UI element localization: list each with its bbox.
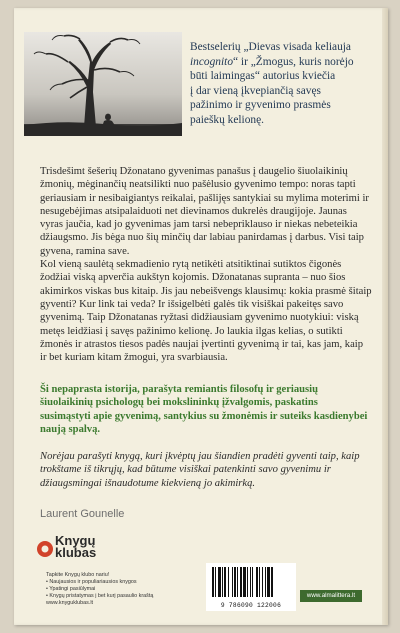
- barcode-bar: [222, 567, 223, 597]
- logo-line: Knygų: [55, 533, 96, 548]
- barcode-bar: [267, 567, 270, 597]
- person-silhouette: [105, 114, 111, 121]
- club-item: • Knygų pristatymas į bet kurį pasaulio kraštą: [46, 593, 176, 600]
- intro-line: paieškų kelionę.: [190, 113, 265, 126]
- cover-edge: [382, 8, 388, 625]
- barcode-bar: [259, 567, 260, 597]
- barcode-bar: [240, 567, 242, 597]
- barcode-bar: [247, 567, 248, 597]
- logo-line: klubas: [55, 545, 97, 560]
- description-paragraph: Trisdešimt šešerių Džonatano gyvenimas panašus į daugelio šiuolaikinių žmonių, mėginančių neatsilikti nuo pašėlusio gyvenimo tempo: noras tapti geriausiam ir nesibaigiantys reikalai, pašlijęs santykiai su mylima moterimi ir nesugebėjimas atsipalaiduoti net dievinamos dukrelės draugijoje. Jaunas vyras jaučia, kad jo gyvenimas jam tarsi nebepriklauso ir niekas nebeteikia džiaugsmo. Jis bėga nuo šių minčių dar labiau panirdamas į darbus. Visi taip gyvena, ramina save.: [40, 166, 369, 257]
- barcode-bar: [224, 567, 226, 597]
- description: [40, 165, 372, 364]
- barcode-bar: [256, 567, 258, 597]
- club-heading: Tapkite Knygų klubo nariu!: [46, 572, 110, 578]
- intro-line-rest: “ ir „Žmogus, kuris norėjo: [233, 55, 354, 68]
- highlight-paragraph: Ši nepaprasta istorija, parašyta remiantis filosofų ir geriausių šiuolaikinių psichologų bei mokslininkų įžvalgomis, paskatins susimąstyti apie gyvenimą, santykius su žmonėmis ir suteiks kasdienybei naują spalvą.: [40, 384, 368, 436]
- intro-line: būti laimingas“ autorius kviečia: [190, 70, 336, 83]
- intro-italic: incognito: [190, 55, 234, 68]
- intro-line: [190, 55, 375, 70]
- barcode-icon: [206, 563, 296, 601]
- barcode-bar: [237, 567, 238, 597]
- barcode-bar: [262, 567, 263, 597]
- intro-line: Bestselerių „Dievas visada keliauja: [190, 41, 351, 53]
- cover-photo: [24, 32, 182, 136]
- intro-line: į dar vieną įkvepiančią savęs: [190, 84, 321, 97]
- barcode-bar: [228, 567, 229, 597]
- barcode-bar: [218, 567, 221, 597]
- intro-line: pažinimo ir gyvenimo prasmės: [190, 99, 331, 112]
- barcode-bar: [265, 567, 266, 597]
- barcode-number: 9 786090 122006: [220, 602, 282, 609]
- barcode-bar: [243, 567, 246, 597]
- publisher-url: www.almalittera.lt: [300, 590, 362, 602]
- barcode-bar: [215, 567, 216, 597]
- description-paragraph: Kol vieną saulėtą sekmadienio rytą netikėti atsitiktinai sutiktos čigonės žodžiai viską apverčia aukštyn kojomis. Džonatanas supranta – nuo šios akimirkos viskas bus kitaip. Jis jau nebeišvengs klausimų: kokia prasmė šitaip gyventi? Kur link tai veda? Ir išsigelbėti galės tik visiškai pakeitęs savo gyvenimą. Taip Džonatanas ryžtasi didžiausiam gyvenimo nuotykiui: viską metęs leidžiasi į savęs pažinimo kelionę. Jo laukia ilgas kelias, o sutikti žmonės ir atrastos tiesos padės naujai įvertinti gyvenimą ir tai, kas jam, kaip ir bet kuriam kitam žmogui, yra svarbiausia.: [40, 259, 372, 364]
- author-quote: Norėjau parašyti knygą, kuri įkvėptų jau šiandien pradėti gyventi taip, kaip trokštame iš tikrųjų, kad būtume visiškai patenkinti savo gyvenimu ir džiaugsmingai išnaudotume kiekvieną jo akimirką.: [40, 451, 360, 489]
- barcode-bar: [271, 567, 273, 597]
- barcode-bar: [212, 567, 214, 597]
- club-item: • Ypatingi pasiūlymai: [46, 586, 176, 593]
- club-notes: [46, 572, 176, 607]
- barcode-bar: [252, 567, 253, 597]
- barcode-bar: [234, 567, 236, 597]
- club-item: • Naujausios ir populiariausios knygos: [46, 579, 176, 586]
- author-name: Laurent Gounelle: [40, 508, 125, 520]
- barcode-bar: [250, 567, 251, 597]
- intro-blurb: [190, 40, 375, 128]
- club-site: www.knyguklubas.lt: [46, 600, 94, 606]
- barcode-bar: [232, 567, 233, 597]
- logo-text: [55, 535, 96, 559]
